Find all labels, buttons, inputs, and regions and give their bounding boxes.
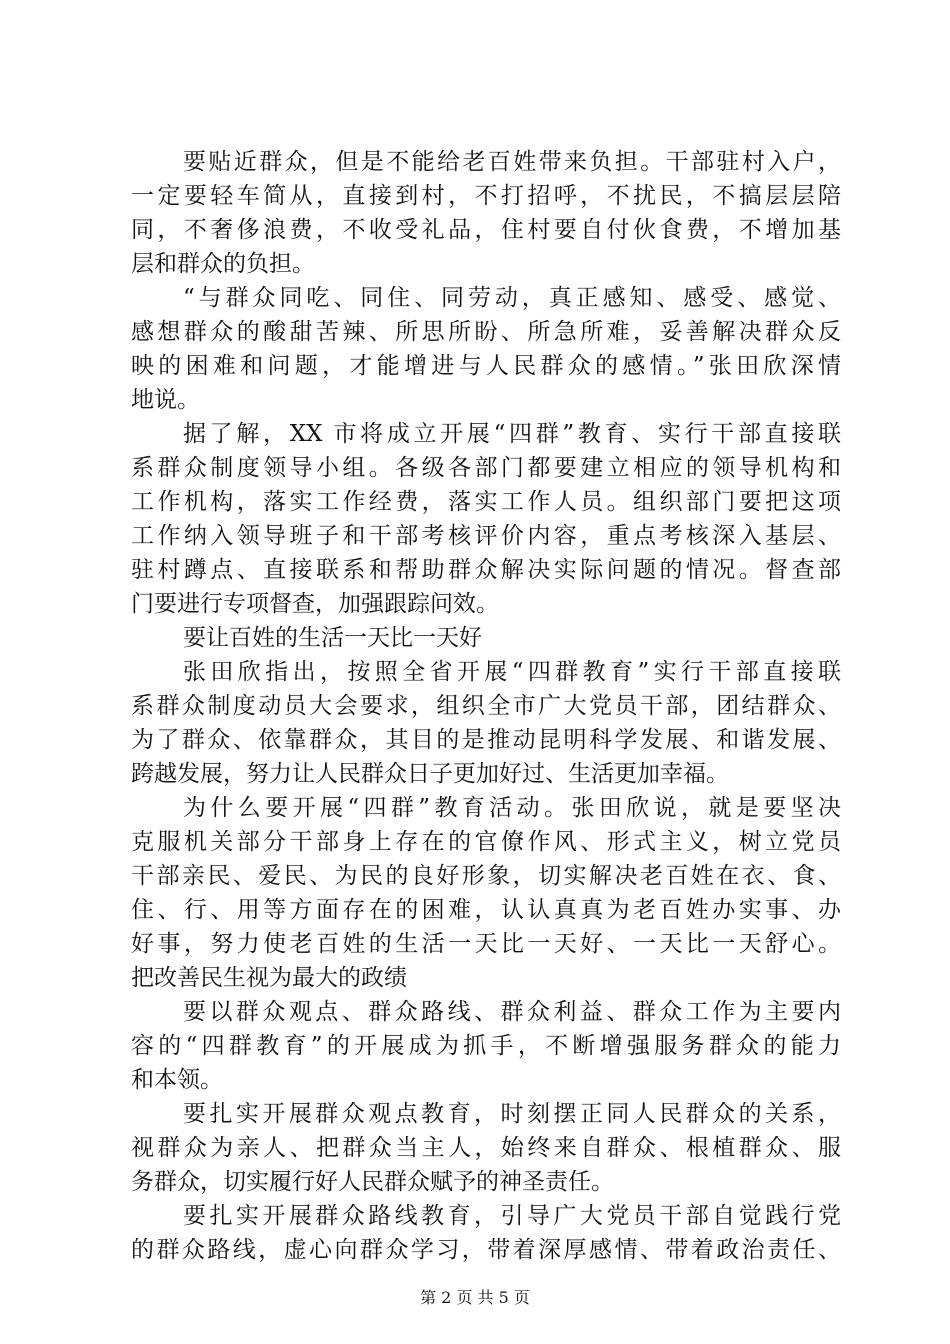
text-line: 层和群众的负担。 (131, 251, 315, 277)
page-footer: 第 2 页 共 5 页 (420, 1288, 530, 1307)
text-line: 为什么要开展“四群”教育活动。张田欣说，就是要坚决 (183, 795, 841, 821)
text-line: 务群众，切实履行好人民群众赋予的神圣责任。 (131, 1169, 614, 1195)
text-line: 要贴近群众，但是不能给老百姓带来负担。干部驻村入户， (183, 149, 841, 175)
text-line: 系群众制度动员大会要求，组织全市广大党员干部，团结群众、 (131, 693, 841, 719)
text-line: 视群众为亲人、把群众当主人，始终来自群众、根植群众、服 (131, 1135, 841, 1161)
text-line: 门要进行专项督查，加强跟踪问效。 (131, 591, 499, 617)
text-line: 把改善民生视为最大的政绩 (131, 965, 407, 991)
text-line: 映的困难和问题，才能增进与人民群众的感情。”张田欣深情 (131, 353, 841, 379)
text-line: 跨越发展，努力让人民群众日子更加好过、生活更加幸福。 (131, 761, 729, 787)
text-line: 为了群众、依靠群众，其目的是推动昆明科学发展、和谐发展、 (131, 727, 841, 753)
text-line: 好事，努力使老百姓的生活一天比一天好、一天比一天舒心。 (131, 931, 841, 957)
text-line: 要以群众观点、群众路线、群众利益、群众工作为主要内 (183, 999, 841, 1025)
text-line: 据了解，XX 市将成立开展“四群”教育、实行干部直接联 (183, 421, 841, 447)
text-line: 工作机构，落实工作经费，落实工作人员。组织部门要把这项 (131, 489, 841, 515)
text-line: 张田欣指出，按照全省开展“四群教育”实行干部直接联 (183, 659, 841, 685)
text-line: 同，不奢侈浪费，不收受礼品，住村要自付伙食费，不增加基 (131, 217, 841, 243)
text-line: 要让百姓的生活一天比一天好 (183, 625, 482, 651)
text-line: 一定要轻车简从，直接到村，不打招呼，不扰民，不搞层层陪 (131, 183, 841, 209)
text-line: 容的“四群教育”的开展成为抓手，不断增强服务群众的能力 (131, 1033, 841, 1059)
text-line: 和本领。 (131, 1067, 223, 1093)
text-line: 干部亲民、爱民、为民的良好形象，切实解决老百姓在衣、食、 (131, 863, 841, 889)
document-body (131, 145, 841, 1267)
text-line: 要扎实开展群众路线教育，引导广大党员干部自觉践行党 (183, 1203, 841, 1229)
text-line: 的群众路线，虚心向群众学习，带着深厚感情、带着政治责任、 (131, 1237, 841, 1263)
text-line: 感想群众的酸甜苦辣、所思所盼、所急所难，妥善解决群众反 (131, 319, 841, 345)
text-line: 系群众制度领导小组。各级各部门都要建立相应的领导机构和 (131, 455, 841, 481)
text-line: 住、行、用等方面存在的困难，认认真真为老百姓办实事、办 (131, 897, 841, 923)
text-line: 工作纳入领导班子和干部考核评价内容，重点考核深入基层、 (131, 523, 841, 549)
text-line: “与群众同吃、同住、同劳动，真正感知、感受、感觉、 (183, 285, 841, 311)
text-line: 驻村蹲点、直接联系和帮助群众解决实际问题的情况。督查部 (131, 557, 841, 583)
text-line: 地说。 (131, 387, 200, 413)
text-line: 克服机关部分干部身上存在的官僚作风、形式主义，树立党员 (131, 829, 841, 855)
text-line: 要扎实开展群众观点教育，时刻摆正同人民群众的关系， (183, 1101, 841, 1127)
